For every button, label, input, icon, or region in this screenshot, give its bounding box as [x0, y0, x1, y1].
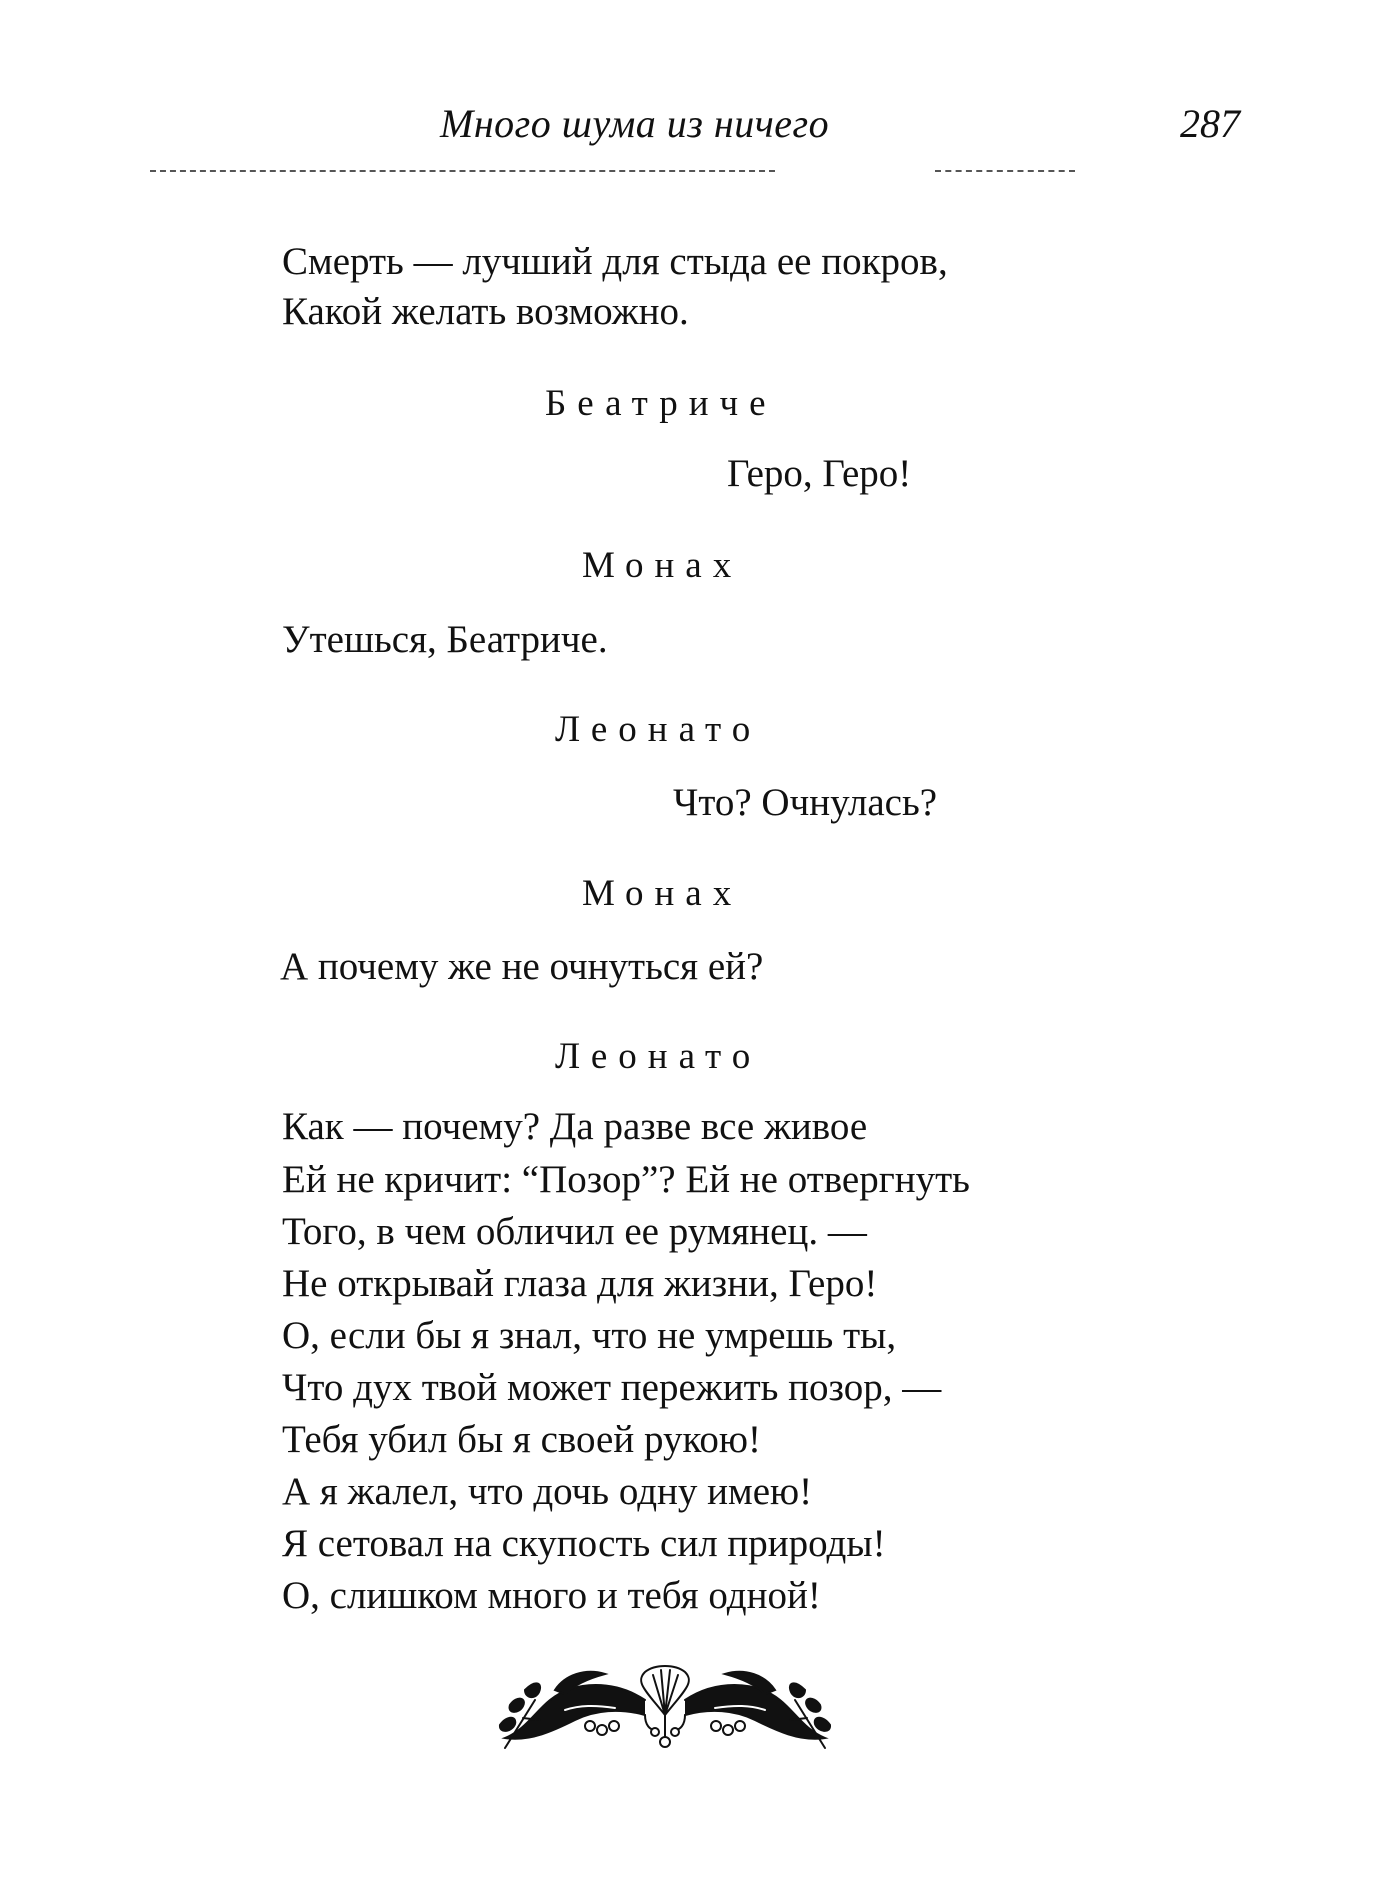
verse-line: Геро, Геро!: [727, 452, 912, 495]
verse-line: Что дух твой может пережить позор, —: [282, 1366, 942, 1409]
verse-line: О, слишком много и тебя одной!: [282, 1574, 821, 1617]
verse-line: Тебя убил бы я своей рукою!: [282, 1418, 762, 1461]
verse-line: А я жалел, что дочь одну имею!: [282, 1470, 813, 1513]
verse-line: Не открывай глаза для жизни, Геро!: [282, 1262, 878, 1305]
verse-line: Какой желать возможно.: [282, 290, 689, 333]
verse-line: Смерть — лучший для стыда ее покров,: [282, 240, 948, 283]
running-title: Много шума из ничего: [440, 101, 830, 146]
speaker-name: Леонато: [555, 1036, 762, 1077]
header-rule-right: [935, 170, 1075, 172]
speaker-name: Леонато: [555, 709, 762, 750]
verse-line: О, если бы я знал, что не умрешь ты,: [282, 1314, 897, 1357]
speaker-name: Монах: [582, 873, 743, 914]
verse-line: Что? Очнулась?: [673, 781, 938, 824]
speaker-name: Беатриче: [545, 383, 777, 424]
verse-line: А почему же не очнуться ей?: [280, 945, 764, 988]
verse-line: Я сетовал на скупость сил природы!: [282, 1522, 886, 1565]
verse-line: Ей не кричит: “Позор”? Ей не отвергнуть: [282, 1158, 970, 1201]
header-rule-left: [150, 170, 775, 172]
verse-line: Того, в чем обличил ее румянец. —: [282, 1210, 867, 1253]
verse-line: Утешься, Беатриче.: [282, 618, 608, 661]
floral-tailpiece-icon: [495, 1660, 835, 1755]
verse-line: Как — почему? Да разве все живое: [282, 1105, 868, 1148]
speaker-name: Монах: [582, 545, 743, 586]
page-number: 287: [1180, 101, 1240, 146]
